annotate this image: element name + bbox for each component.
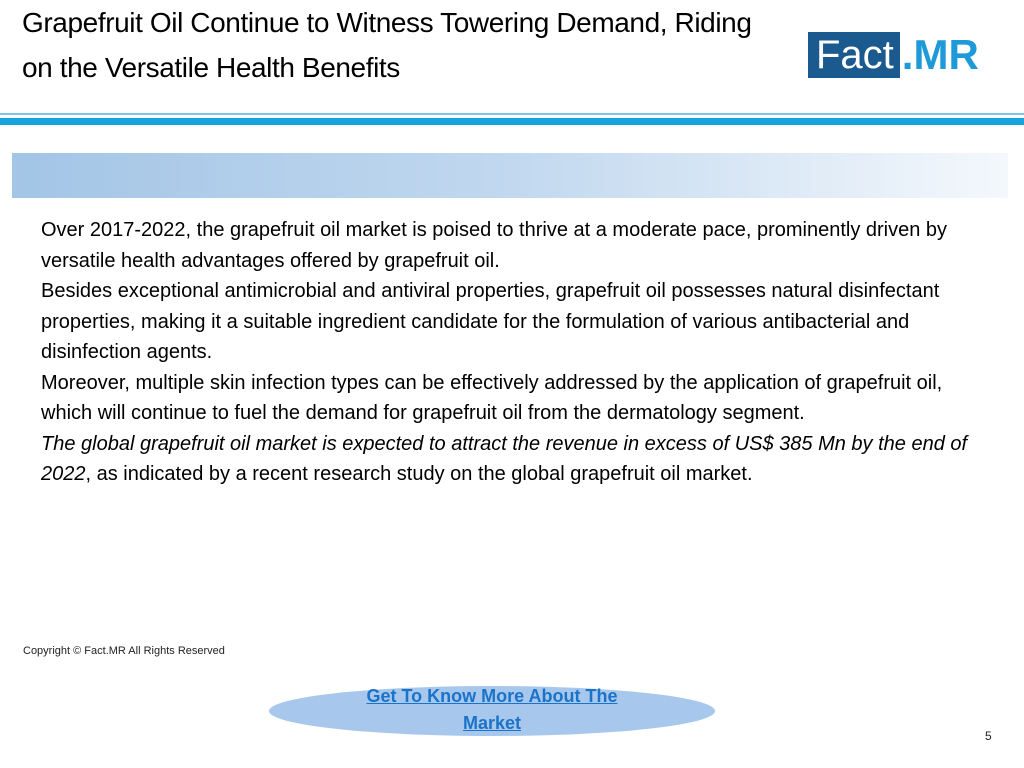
paragraph-4-highlight: The global grapefruit oil market is expected to attract the revenue in excess of US$ 385 Mn by the end of 2022 bbox=[41, 432, 968, 485]
page-number: 5 bbox=[985, 729, 992, 743]
header-divider bbox=[0, 118, 1024, 125]
logo-mr-text: .MR bbox=[901, 31, 979, 78]
paragraph-4 bbox=[41, 429, 991, 490]
page-title bbox=[22, 0, 792, 90]
know-more-button[interactable] bbox=[269, 686, 715, 736]
paragraph-4-rest: , as indicated by a recent research study on the global grapefruit oil market. bbox=[85, 463, 753, 485]
title-line-2: on the Versatile Health Benefits bbox=[22, 52, 400, 83]
copyright-notice: Copyright © Fact.MR All Rights Reserved bbox=[23, 645, 225, 657]
factmr-logo bbox=[808, 32, 979, 78]
gradient-banner bbox=[12, 153, 1008, 198]
paragraph-2: Besides exceptional antimicrobial and antiviral properties, grapefruit oil possesses natural disinfectant properties, making it a suitable ingredient candidate for the formulation of various antibacterial and disinfection agents. bbox=[41, 280, 940, 363]
paragraph-1: Over 2017-2022, the grapefruit oil market is poised to thrive at a moderate pace, prominently driven by versatile health advantages offered by grapefruit oil. bbox=[41, 219, 948, 272]
header-divider-thin bbox=[0, 113, 1024, 115]
title-line-1: Grapefruit Oil Continue to Witness Towering Demand, Riding bbox=[22, 7, 752, 38]
know-more-link[interactable]: Get To Know More About The Market bbox=[366, 686, 618, 733]
slide-body bbox=[41, 215, 991, 490]
logo-fact-text: Fact bbox=[808, 32, 900, 78]
paragraph-3: Moreover, multiple skin infection types can be effectively addressed by the application of grapefruit oil, which will continue to fuel the demand for grapefruit oil from the dermatology segment. bbox=[41, 371, 943, 424]
